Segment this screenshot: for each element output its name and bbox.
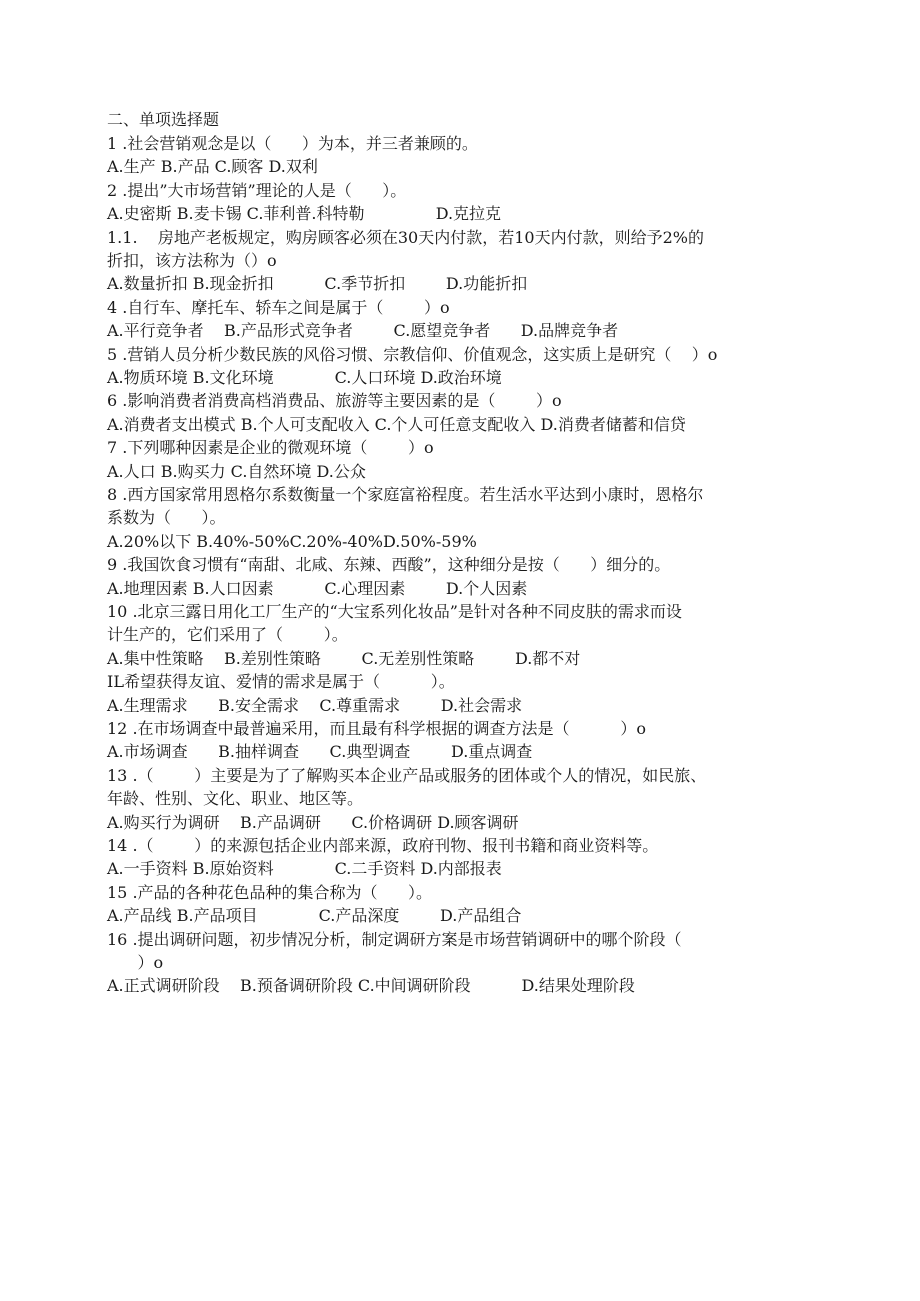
text-line: A.物质环境 B.文化环境 C.人口环境 D.政治环境 xyxy=(107,368,502,387)
text-line: A.数量折扣 B.现金折扣 C.季节折扣 D.功能折扣 xyxy=(107,274,528,293)
text-line: 9 .我国饮食习惯有“南甜、北咸、东辣、西酸”，这种细分是按（ ）细分的。 xyxy=(107,555,671,574)
text-line: 8 .西方国家常用恩格尔系数衡量一个家庭富裕程度。若生活水平达到小康时，恩格尔 xyxy=(107,485,704,504)
text-line: 13 .（ ）主要是为了了解购买本企业产品或服务的团体或个人的情况，如民旅、 xyxy=(107,766,707,785)
text-line: 1.1. 房地产老板规定，购房顾客必须在30天内付款，若10天内付款，则给予2%的 xyxy=(107,228,704,247)
text-line: A.产品线 B.产品项目 C.产品深度 D.产品组合 xyxy=(107,906,522,925)
text-line: 6 .影响消费者消费高档消费品、旅游等主要因素的是（ ）o xyxy=(107,391,562,410)
text-line: A.20%以下 B.40%-50%C.20%-40%D.50%-59% xyxy=(107,532,477,551)
text-line: 4 .自行车、摩托车、轿车之间是属于（ ）o xyxy=(107,298,450,317)
text-line: 10 .北京三露日用化工厂生产的“大宝系列化妆品”是针对各种不同皮肤的需求而设 xyxy=(107,602,682,621)
text-line: IL希望获得友谊、爱情的需求是属于（ ）。 xyxy=(107,672,455,691)
text-line: A.消费者支出模式 B.个人可支配收入 C.个人可任意支配收入 D.消费者储蓄和信贷 xyxy=(107,415,686,434)
text-line: A.地理因素 B.人口因素 C.心理因素 D.个人因素 xyxy=(107,579,528,598)
text-line: 系数为（ ）。 xyxy=(107,508,226,527)
text-line: 7 .下列哪种因素是企业的微观环境（ ）o xyxy=(107,438,434,457)
text-line: 年龄、性别、文化、职业、地区等。 xyxy=(107,789,364,808)
text-line: 计生产的，它们采用了（ ）。 xyxy=(107,625,348,644)
text-line: 12 .在市场调查中最普遍采用，而且最有科学根据的调查方法是（ ）o xyxy=(107,719,647,738)
text-line: 15 .产品的各种花色品种的集合称为（ ）。 xyxy=(107,883,433,902)
text-line: A.购买行为调研 B.产品调研 C.价格调研 D.顾客调研 xyxy=(107,813,519,832)
text-line: 14 .（ ）的来源包括企业内部来源，政府刊物、报刊书籍和商业资料等。 xyxy=(107,836,659,855)
text-line: 2 .提出”大市场营销”理论的人是（ ）。 xyxy=(107,181,407,200)
text-line: A.平行竞争者 B.产品形式竞争者 C.愿望竞争者 D.品牌竞争者 xyxy=(107,321,619,340)
text-line: 5 .营销人员分析少数民族的风俗习惯、宗教信仰、价值观念，这实质上是研究（ ）o xyxy=(107,345,718,364)
text-line: A.史密斯 B.麦卡锡 C.菲利普.科特勒 D.克拉克 xyxy=(107,204,502,223)
text-line: ）o xyxy=(107,953,164,972)
text-line: A.人口 B.购买力 C.自然环境 D.公众 xyxy=(107,462,366,481)
text-line: 16 .提出调研问题，初步情况分析，制定调研方案是市场营销调研中的哪个阶段（ xyxy=(107,930,682,949)
text-line: A.集中性策略 B.差别性策略 C.无差别性策略 D.都不对 xyxy=(107,649,581,668)
text-line: A.正式调研阶段 B.预备调研阶段 C.中间调研阶段 D.结果处理阶段 xyxy=(107,976,635,995)
text-line: A.市场调查 B.抽样调查 C.典型调查 D.重点调查 xyxy=(107,742,533,761)
text-line: A.生产 B.产品 C.顾客 D.双利 xyxy=(107,157,318,176)
text-line: A.一手资料 B.原始资料 C.二手资料 D.内部报表 xyxy=(107,859,502,878)
text-line: 折扣，该方法称为（）o xyxy=(107,251,277,270)
text-line: 1 .社会营销观念是以（ ）为本，并三者兼顾的。 xyxy=(107,134,478,153)
text-line: A.生理需求 B.安全需求 C.尊重需求 D.社会需求 xyxy=(107,696,523,715)
section-title: 二、单项选择题 xyxy=(107,110,220,129)
